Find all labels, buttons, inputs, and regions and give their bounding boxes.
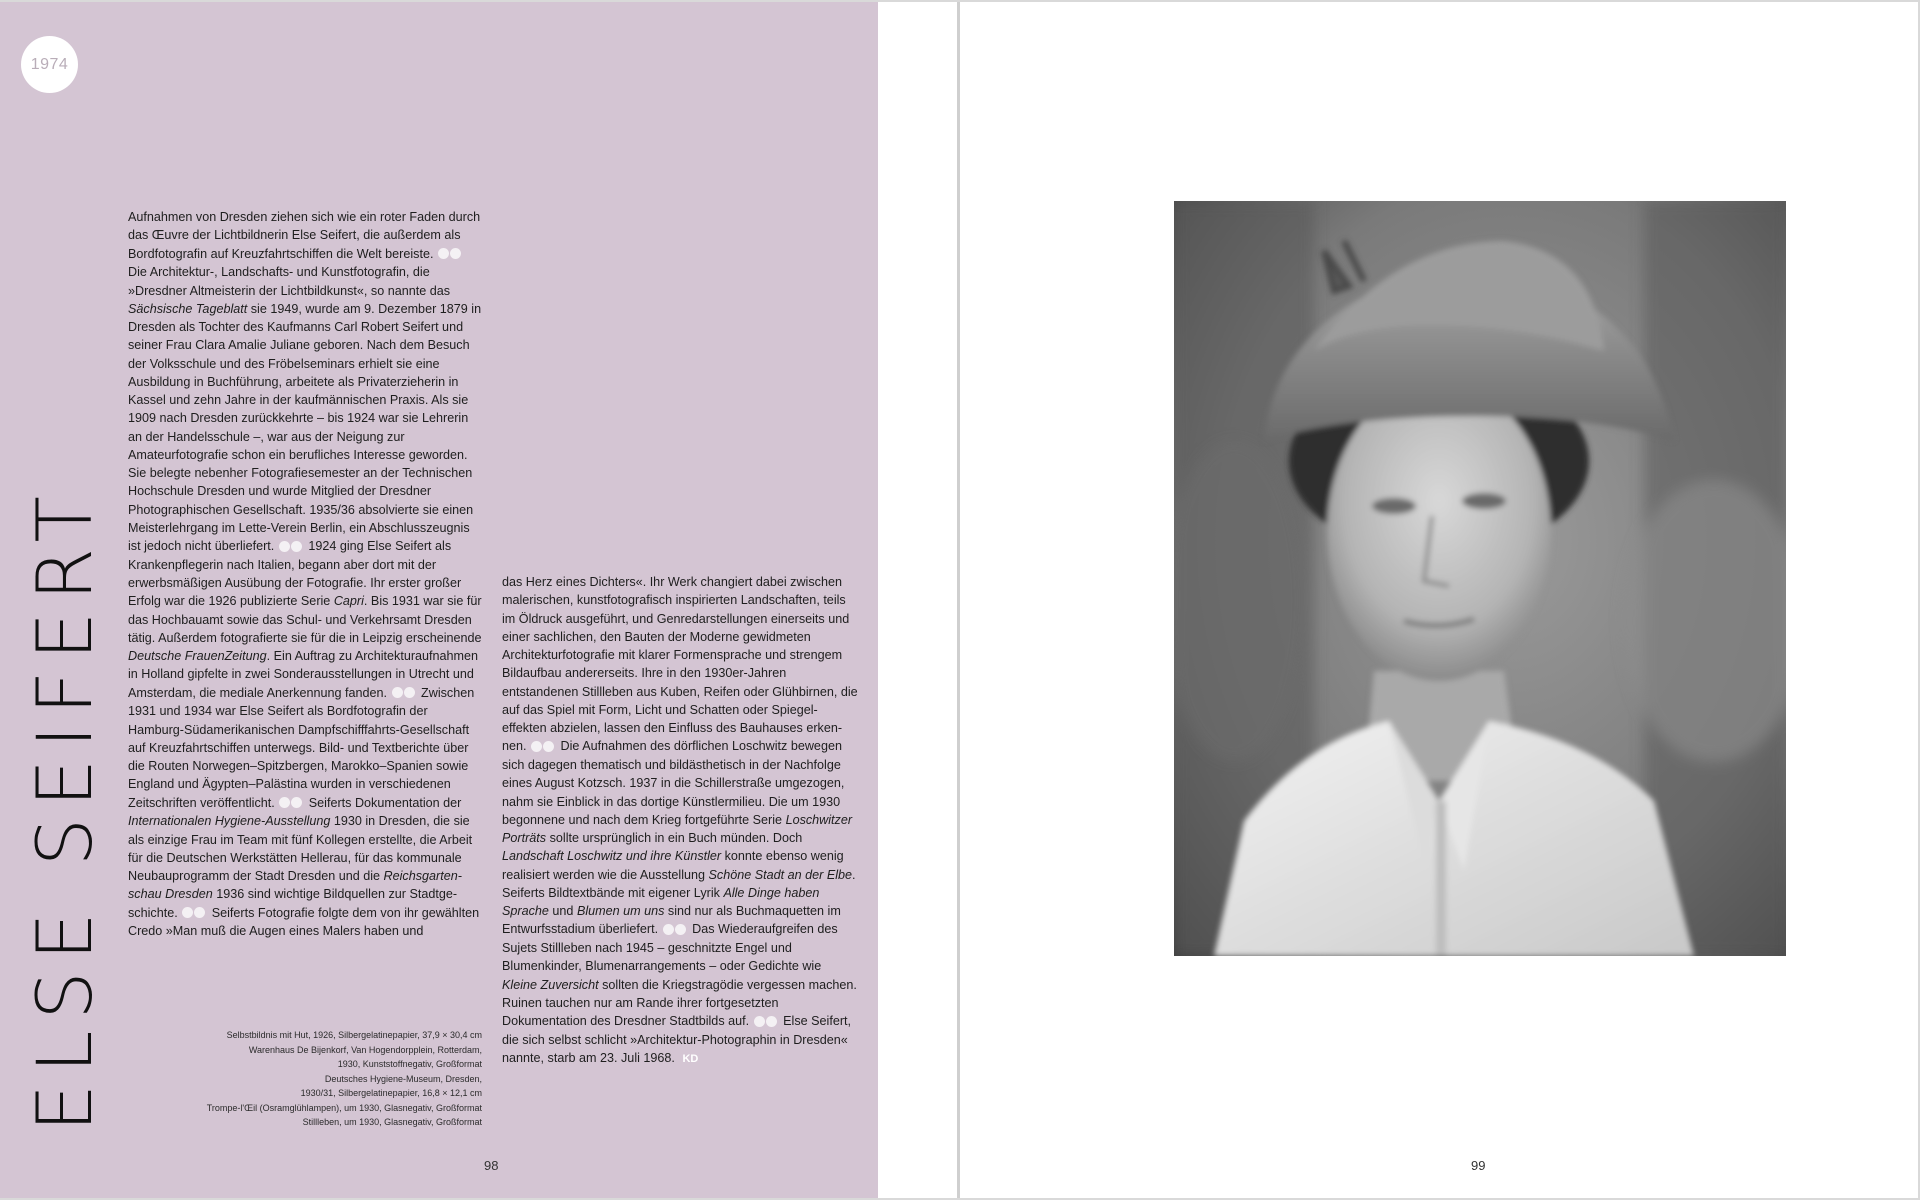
- body-text: Else Seifert, die sich selbst schlicht »Architektur-Photographin in Dresden« nannte, starb am 23. Juli 1968.: [502, 1014, 852, 1066]
- body-text: sollten die Kriegstragödie vergessen machen. Ruinen tauchen nur am Rande ihrer fortgesetzten Dokumentation des Dresdner Stadtbilds auf.: [502, 977, 857, 1029]
- page-number-left: 98: [484, 1158, 499, 1173]
- caption-line: Trompe-l'Œil (Osramglühlampen), um 1930, Glasnegativ, Großformat: [206, 1102, 482, 1113]
- year-badge: 1974: [21, 36, 78, 93]
- left-page: [0, 2, 878, 1198]
- body-text: Seiferts Fotografie folgte dem von ihr gewählten Credo »Man muß die Augen eines Malers haben und: [128, 905, 480, 939]
- italic-title: Internationalen Hygiene-Ausstellung: [128, 814, 331, 829]
- body-text: 1924 ging Else Seifert als Krankenpflegerin nach Italien, begann aber dort mit der erwerbsmäßigen Ausübung der Fotografie. Ihr erster großer Erfolg war die 1926 publizierte Serie: [128, 539, 462, 609]
- italic-title: Deutsche FrauenZeitung: [128, 649, 267, 664]
- italic-title: Blumen um uns: [576, 904, 665, 919]
- portrait-photo-image: [1174, 201, 1786, 956]
- paragraph-separator-dots-icon: [531, 738, 555, 756]
- italic-title: Schöne Stadt an der Elbe: [708, 867, 853, 882]
- body-text: Zwischen 1931 und 1934 war Else Seifert als Bordfotografin der Hamburg-Südamerikanischen Dampfschifffahrts-Gesellschaft auf Kreuzfahrtschiffen unterwegs. Bild- und Textberichte über die Routen Norwegen–Spitzbergen, Marokko–Spanien sowie England und Ägypten–Palästina wurden in verschiedenen Zeitschriften veröffentlicht.: [128, 685, 475, 810]
- paragraph-separator-dots-icon: [754, 1013, 778, 1031]
- body-text: sollte ursprünglich in ein Buch münden. Doch: [546, 831, 803, 846]
- body-text: 1936 sind wichtige Bildquellen zur Stadtgeschichte.: [128, 887, 458, 920]
- italic-title: Kleine Zuversicht: [502, 977, 599, 992]
- body-text: Die Aufnahmen des dörflichen Loschwitz bewegen sich dagegen thematisch und bildästhetisch in der Nachfolge eines August Kotzsch. 1937 in die Schillerstraße umgezogen, nahm sie Einblick in das dortige Künstlermilieu. Die um 1930 begonnene und nach dem Krieg fortgeführte Serie: [502, 739, 845, 827]
- body-text: . Seiferts Bildtextbände mit eigener Lyrik: [502, 867, 856, 900]
- body-text: Seiferts Dokumentation der: [308, 795, 462, 810]
- author-initials-mark: KD: [682, 1053, 699, 1066]
- italic-title: Loschwitzer Porträts: [502, 812, 853, 846]
- body-text: . Bis 1931 war sie für das Hochbauamt sowie das Schul- und Verkehrsamt Dresden tätig. Außerdem fotografierte sie für die in Leipzig erscheinende: [128, 594, 482, 645]
- caption-line: Deutsches Hygiene-Museum, Dresden,: [324, 1073, 482, 1084]
- paragraph-separator-dots-icon: [663, 921, 687, 939]
- caption-line: Stillleben, um 1930, Glasnegativ, Großformat: [302, 1117, 482, 1127]
- italic-title: Capri: [333, 594, 364, 609]
- paragraph-separator-dots-icon: [438, 245, 462, 263]
- caption-line: Selbstbildnis mit Hut, 1926, Silbergelatinepapier, 37,9 × 30,4 cm: [226, 1030, 482, 1040]
- text-column-2: [502, 573, 858, 1068]
- paragraph-separator-dots-icon: [182, 904, 206, 922]
- body-paragraph: [128, 208, 484, 941]
- body-text: konnte ebenso wenig realisiert werden wie die Ausstellung: [502, 849, 844, 882]
- italic-title: Sächsische Tageblatt: [128, 301, 248, 316]
- italic-title: Landschaft Loschwitz und ihre Künstler: [502, 849, 722, 864]
- paragraph-separator-dots-icon: [279, 538, 303, 556]
- portrait-photo: [1174, 201, 1786, 956]
- image-captions: [192, 1028, 482, 1130]
- italic-title: Reichsgartenschau Dresden: [128, 869, 462, 902]
- body-text: 1930 in Dresden, die sie als einzige Frau im Team mit fünf Kollegen erstellte, die Arbeit für die Deutschen Werkstätten Hellerau, für das kommunale Neubauprogramm der Stadt Dresden und die: [128, 814, 473, 884]
- body-text: das Herz eines Dichters«. Ihr Werk changiert dabei zwischen malerischen, kunstfotografisch inspirierten Landschaften, teils im Öldruck ausgeführt, und Genredarstellungen einerseits und einer sachlichen, den Bauten der Moderne gewidmeten Architekturfotografie mit klarer Formensprache und strengem Bildaufbau andererseits. Ihre in den 1930er-Jahren entstandenen Stillleben aus Kuben, Reifen oder Glühbirnen, die auf das Spiel mit Form, Licht und Schatten oder Spiegeleffekten abzielen, lassen den Einfluss des Bauhauses erkennen.: [502, 575, 858, 754]
- body-text: Die Architektur-, Landschafts- und Kunstfotografin, die »Dresdner Altmeisterin der Lichtbildkunst«, so nannte das: [128, 265, 451, 298]
- text-column-1: [128, 208, 484, 941]
- paragraph-separator-dots-icon: [279, 794, 303, 812]
- page-number-right: 99: [1471, 1158, 1486, 1173]
- body-text: Aufnahmen von Dresden ziehen sich wie ein roter Faden durch das Œuvre der Lichtbildnerin Else Seifert, die außerdem als Bordfotografin auf Kreuzfahrtschiffen die Welt bereiste.: [128, 210, 481, 261]
- body-text: sind nur als Buchmaquetten im Entwurfsstadium überliefert.: [502, 904, 841, 937]
- body-paragraph: [502, 573, 858, 1068]
- body-text: Das Wiederaufgreifen des Sujets Stillleben nach 1945 – geschnitzte Engel und Blumenkinder, Blumenarrangements – oder Gedichte wie: [502, 922, 838, 974]
- caption-line: 1930, Kunststoffnegativ, Großformat: [337, 1059, 482, 1069]
- body-text: . Ein Auftrag zu Architekturaufnahmen in Holland gipfelte in zwei Sonderausstellungen in Utrecht und Amsterdam, die mediale Anerkennung fanden.: [128, 649, 479, 700]
- caption-line: Warenhaus De Bijenkorf, Van Hogendorpplein, Rotterdam,: [248, 1044, 482, 1055]
- body-text: sie 1949, wurde am 9. Dezember 1879 in Dresden als Tochter des Kaufmanns Carl Robert Seifert und seiner Frau Clara Amalie Juliane geboren. Nach dem Besuch der Volksschule und des Fröbelseminars erhielt sie eine Ausbildung in Buchführung, arbeitete als Privaterzieherin in Kassel und zehn Jahre in der kaufmännischen Praxis. Als sie 1909 nach Dresden zurückkehrte – bis 1924 war sie Lehrerin an der Handelsschule –, war aus der Neigung zur Amateurfotografie schon ein berufliches Interesse geworden. Sie belegte nebenher Fotografiesemester an der Technischen Hochschule Dresden und wurde Mitglied der Dresdner Photographischen Gesellschaft. 1935/36 absolvierte sie einen Meisterlehrgang im Lette-Verein Berlin, ein Abschlusszeugnis ist jedoch nicht überliefert.: [128, 301, 482, 554]
- body-text: und: [548, 904, 577, 919]
- page-margin: [878, 2, 958, 1198]
- paragraph-separator-dots-icon: [392, 684, 416, 702]
- vertical-artist-name: ELSE SEIFERT: [20, 485, 109, 1132]
- italic-title: Alle Dinge haben Sprache: [502, 885, 820, 919]
- caption-line: 1930/31, Silbergelatinepapier, 16,8 × 12,1 cm: [300, 1088, 482, 1098]
